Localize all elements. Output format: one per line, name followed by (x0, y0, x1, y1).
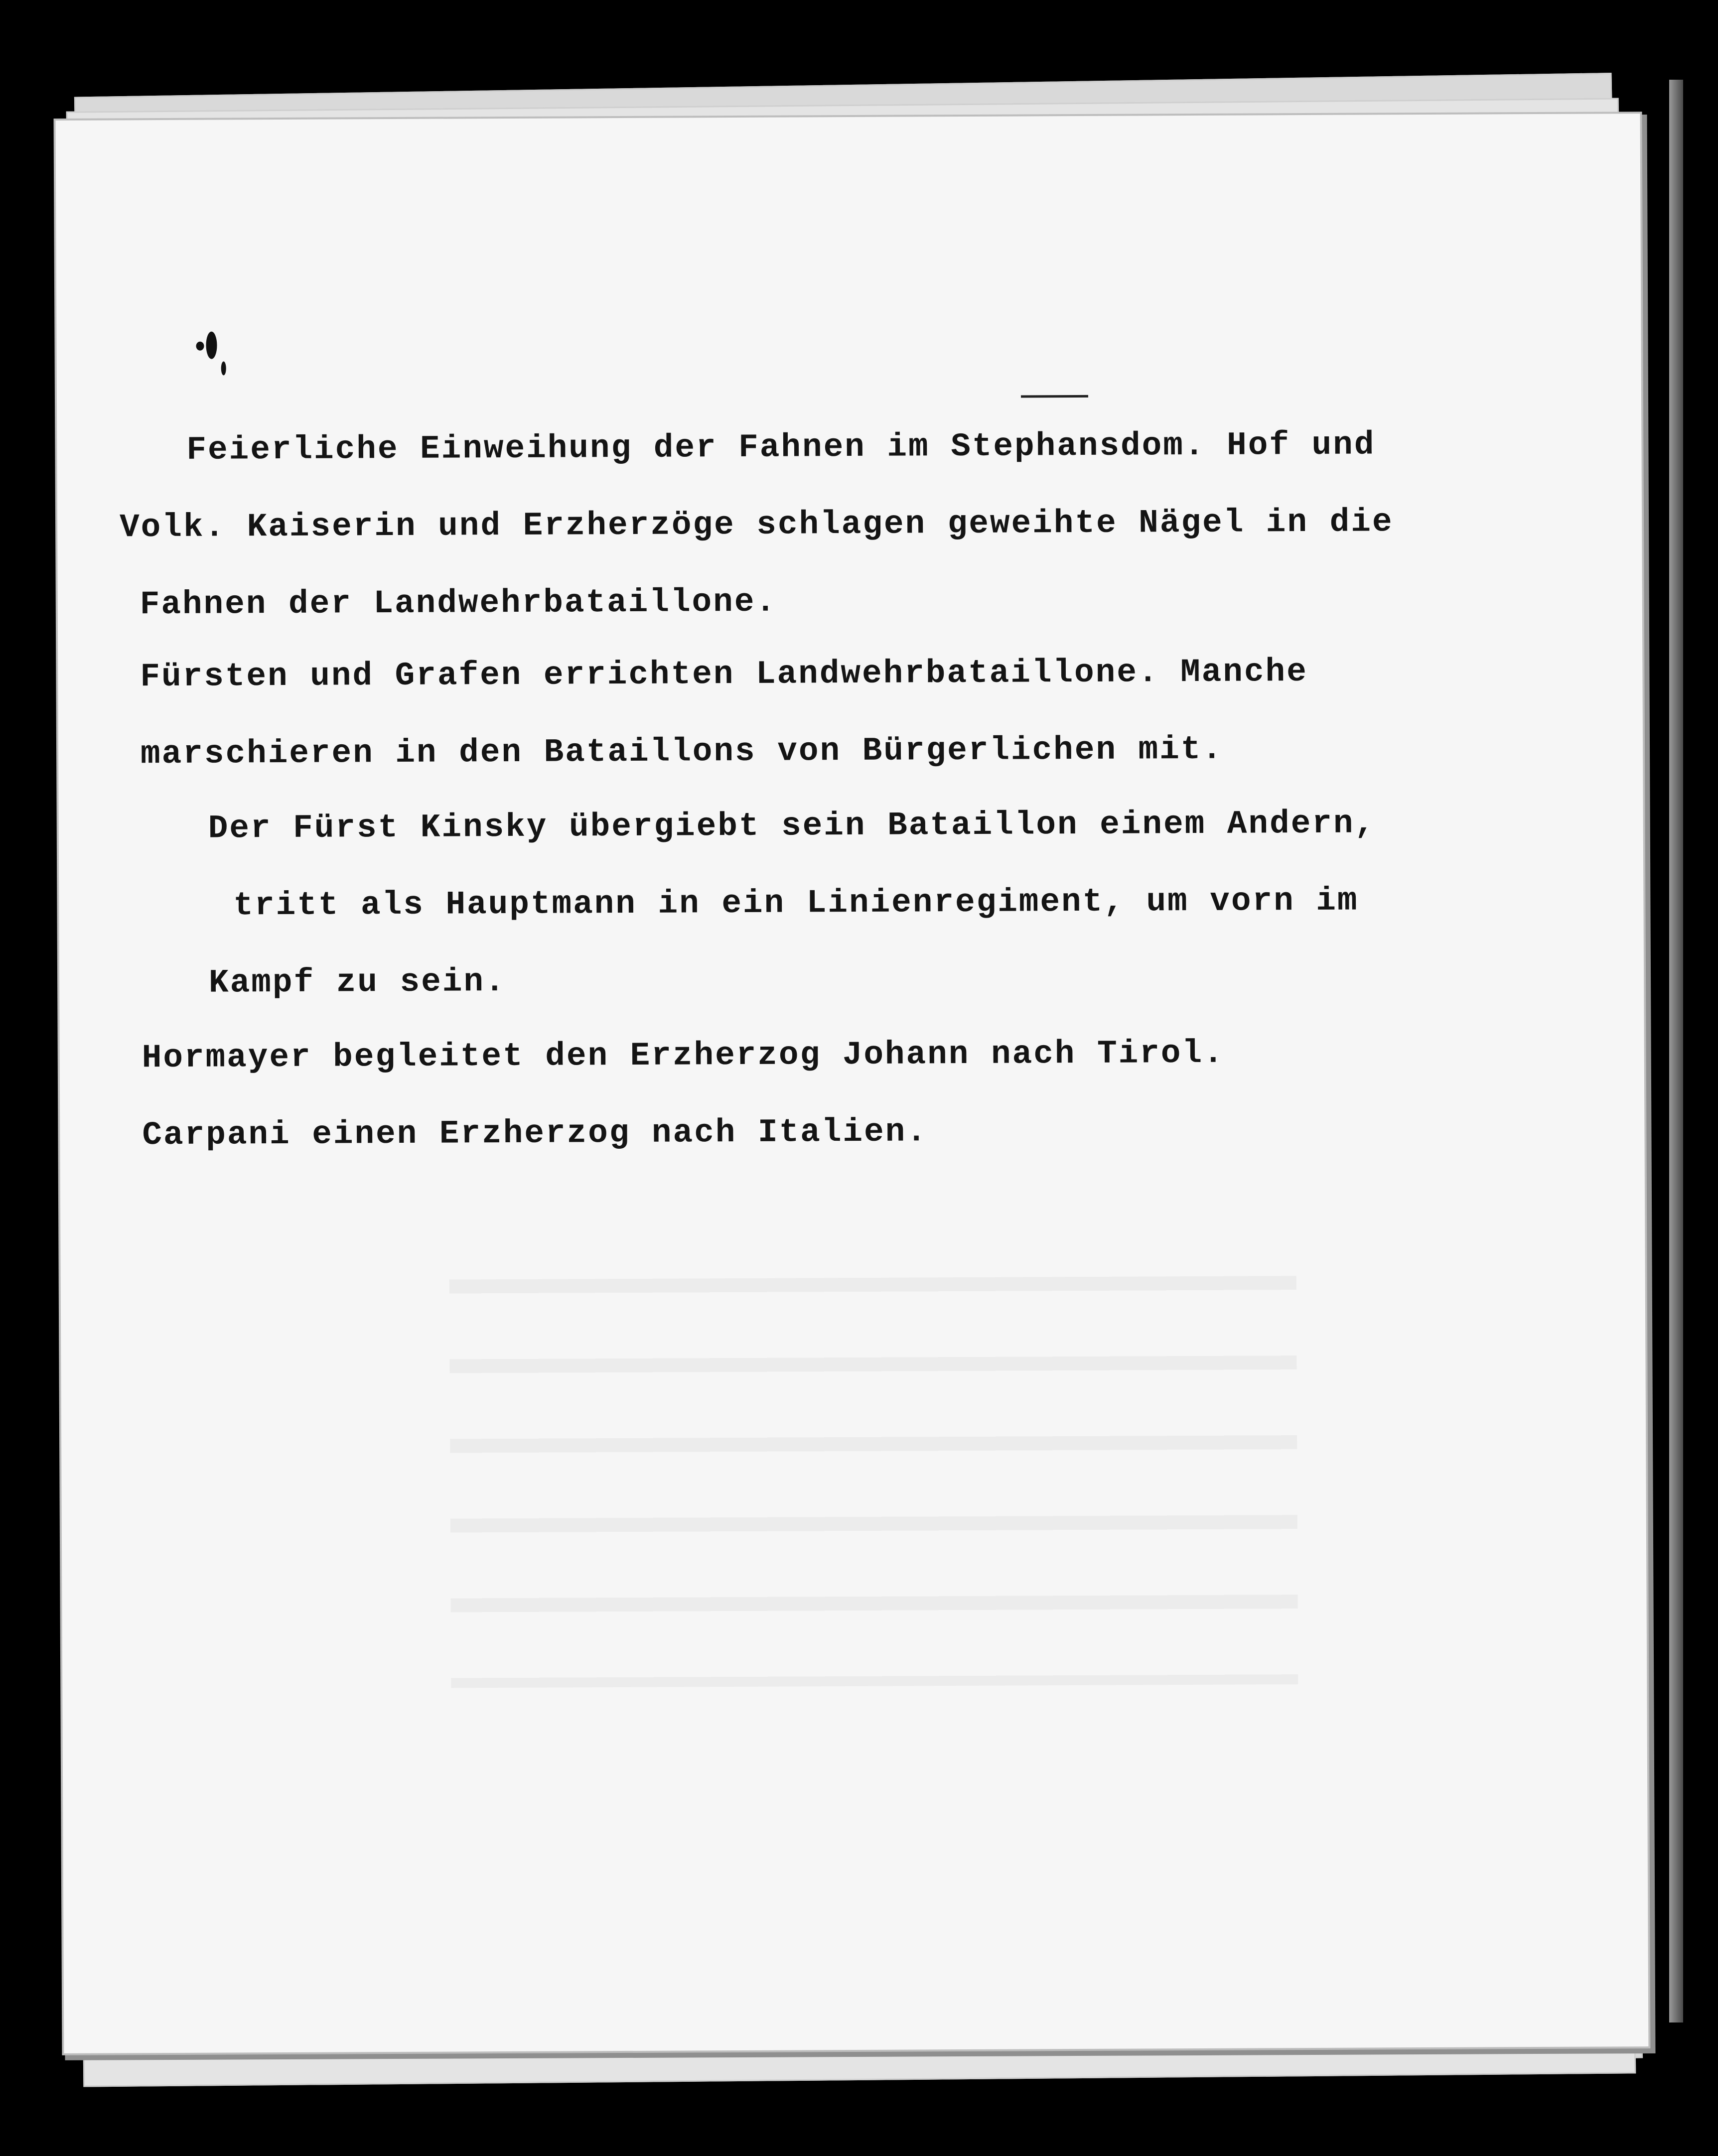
text-line-2: Volk. Kaiserin und Erzherzöge schlagen geweihte Nägel in die (119, 503, 1394, 546)
text-line-8: Kampf zu sein. (208, 963, 506, 1002)
text-line-6: Der Fürst Kinsky übergiebt sein Bataillon einem Andern, (208, 805, 1376, 847)
text-line-10: Carpani einen Erzherzog nach Italien. (142, 1113, 928, 1154)
stack-edge-shadow (1669, 80, 1683, 2022)
text-line-9: Hormayer begleitet den Erzherzog Johann nach Tirol. (142, 1034, 1225, 1077)
text-line-1: Feierliche Einweihung der Fahnen im Stephansdom. Hof und (186, 426, 1376, 469)
typewritten-text-body (56, 114, 1646, 1416)
text-line-5: marschieren in den Bataillons von Bürgerlichen mit. (140, 730, 1224, 773)
text-line-3: Fahnen der Landwehrbataillone. (140, 583, 777, 624)
typewritten-page (56, 114, 1649, 2053)
text-line-7: tritt als Hauptmann in ein Linienregiment, um vorn im (233, 882, 1359, 925)
text-line-4: Fürsten und Grafen errichten Landwehrbataillone. Manche (140, 653, 1308, 696)
